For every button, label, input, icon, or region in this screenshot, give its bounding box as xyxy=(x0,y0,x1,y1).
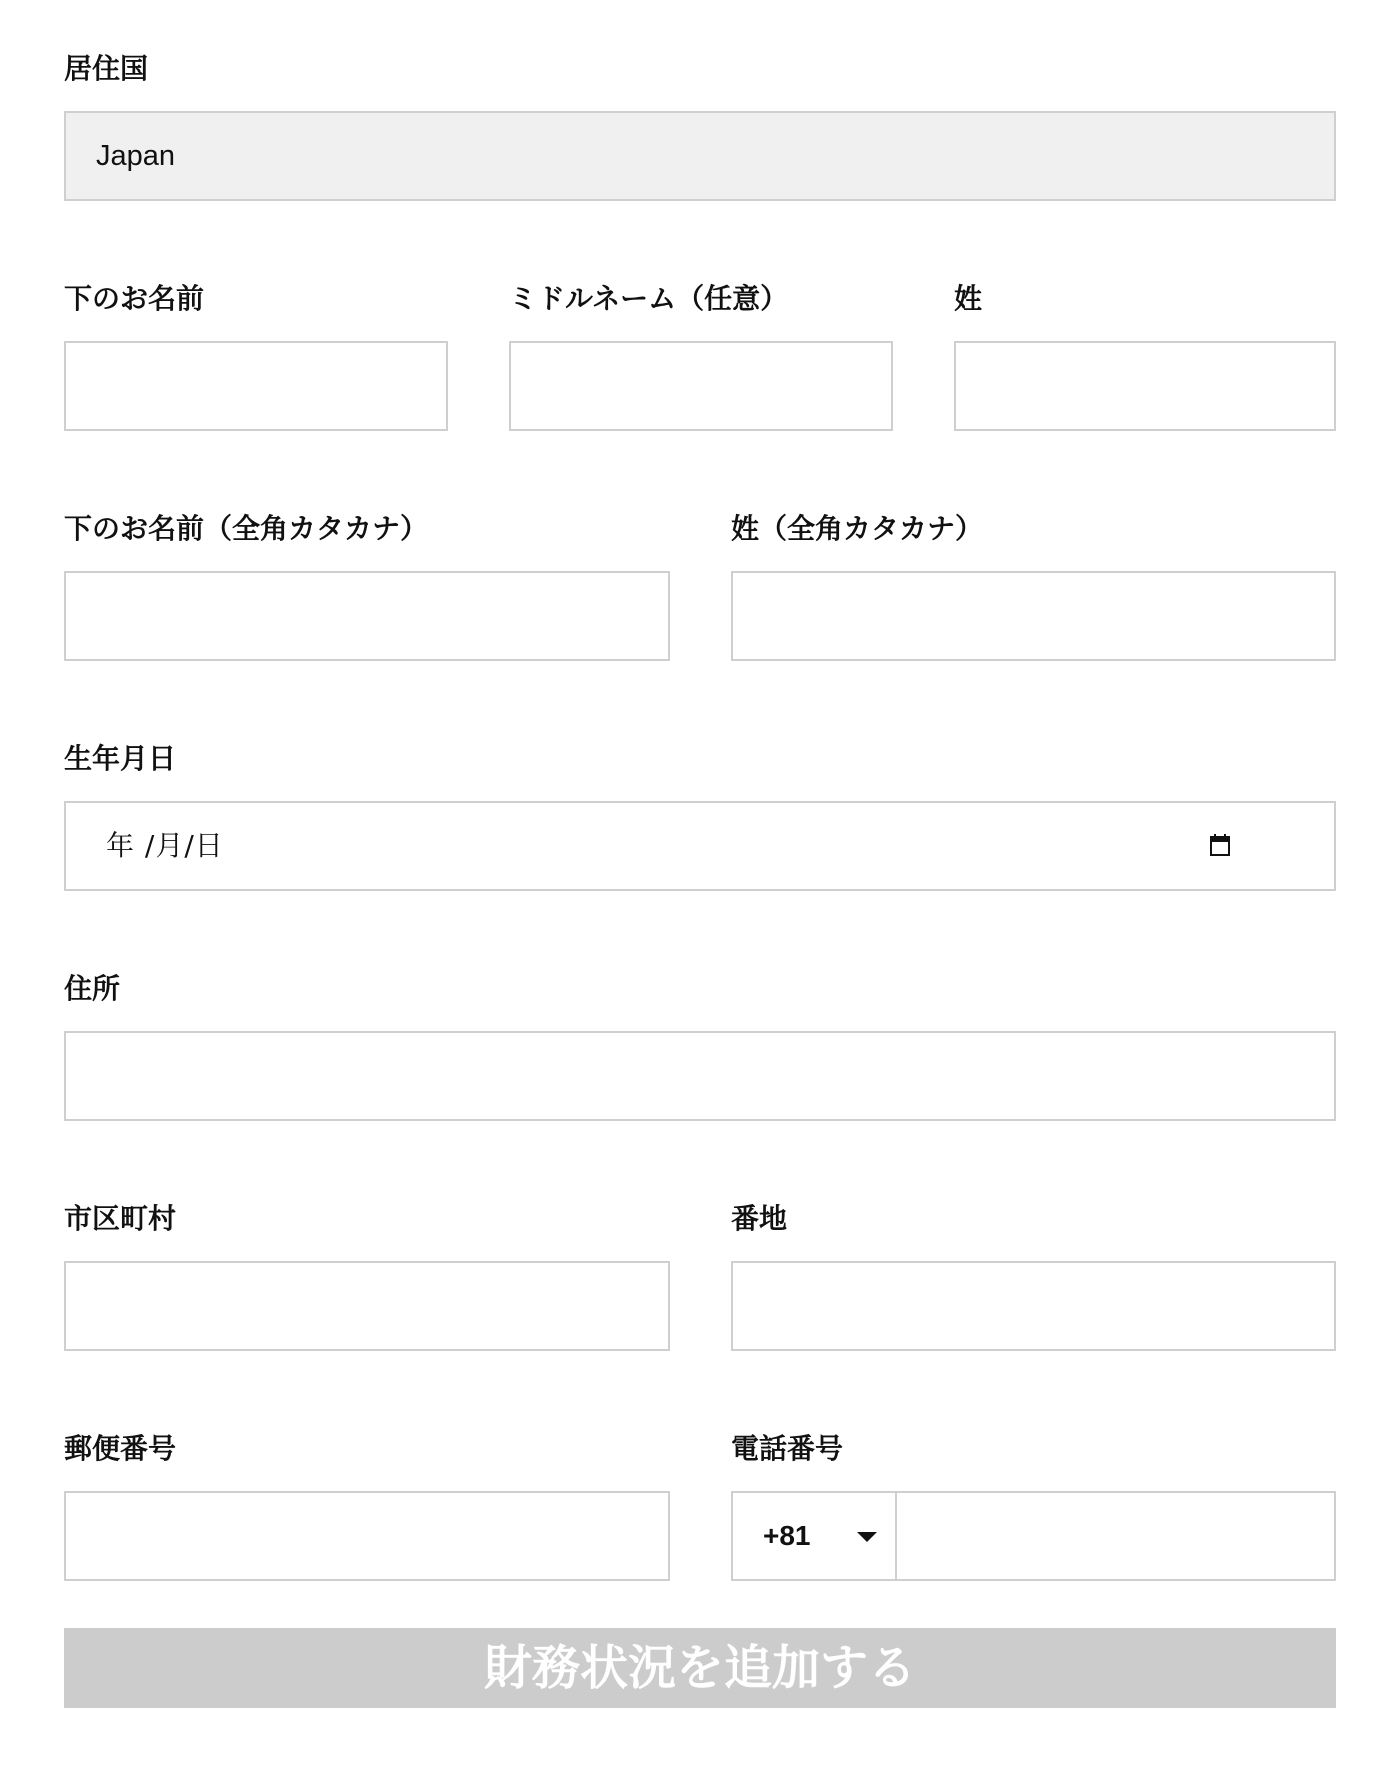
address-label: 住所 xyxy=(64,972,121,1005)
country-value: Japan xyxy=(96,140,176,172)
city-input[interactable] xyxy=(64,1261,670,1351)
middle-name-label: ミドルネーム（任意） xyxy=(509,282,789,315)
birthdate-input[interactable] xyxy=(64,801,1336,891)
last-name-kana-label: 姓（全角カタカナ） xyxy=(731,512,984,545)
city-label: 市区町村 xyxy=(64,1202,177,1235)
phone-label: 電話番号 xyxy=(731,1432,844,1465)
first-name-kana-input[interactable] xyxy=(64,571,670,661)
postal-input[interactable] xyxy=(64,1491,670,1581)
postal-label: 郵便番号 xyxy=(64,1432,177,1465)
country-code-value: +81 xyxy=(763,1520,811,1551)
first-name-label: 下のお名前 xyxy=(64,282,205,315)
middle-name-input[interactable] xyxy=(509,341,893,431)
first-name-input[interactable] xyxy=(64,341,448,431)
birthdate-label: 生年月日 xyxy=(64,742,177,775)
last-name-label: 姓 xyxy=(954,282,983,315)
street-input[interactable] xyxy=(731,1261,1336,1351)
last-name-kana-input[interactable] xyxy=(731,571,1336,661)
birthdate-placeholder: 年 /月/日 xyxy=(106,829,224,862)
country-field xyxy=(64,111,1336,201)
last-name-input[interactable] xyxy=(954,341,1336,431)
country-code-select[interactable] xyxy=(733,1493,897,1579)
calendar-icon[interactable] xyxy=(1210,834,1230,856)
address-input[interactable] xyxy=(64,1031,1336,1121)
chevron-down-icon xyxy=(857,1532,877,1542)
add-financial-status-button[interactable]: 財務状況を追加する xyxy=(64,1628,1336,1708)
first-name-kana-label: 下のお名前（全角カタカナ） xyxy=(64,512,429,545)
phone-field xyxy=(731,1491,1336,1581)
country-label: 居住国 xyxy=(64,52,149,85)
street-label: 番地 xyxy=(731,1202,788,1235)
